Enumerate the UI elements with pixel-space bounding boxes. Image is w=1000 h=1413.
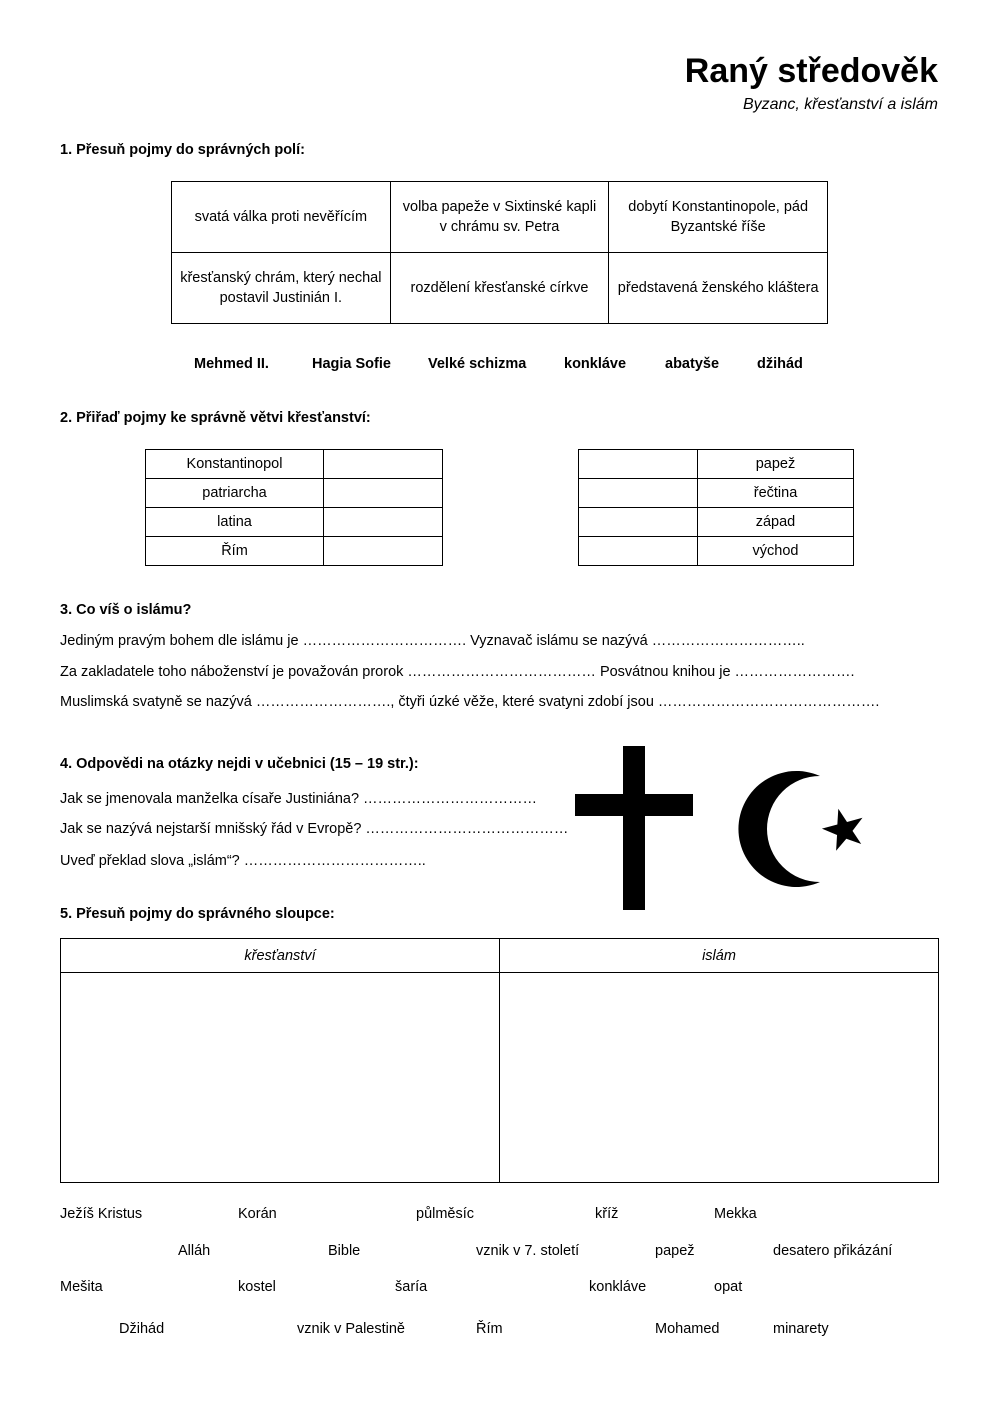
fill-in-line[interactable]: Muslimská svatyně se nazývá ………………………., čtyři úzké věže, které svatyni zdobí jsou ………………………………………. xyxy=(60,694,880,710)
draggable-word[interactable]: šaría xyxy=(395,1279,428,1295)
draggable-word[interactable]: minarety xyxy=(773,1321,829,1337)
draggable-word[interactable]: Mešita xyxy=(60,1279,103,1295)
definitions-table xyxy=(171,181,828,324)
column-header-islam: islám xyxy=(500,939,939,973)
drop-cell[interactable]: křesťanský chrám, který nechal postavil Justinián I. xyxy=(172,253,391,324)
question-line[interactable]: Uveď překlad slova „islám“? ……………………………….. xyxy=(60,853,426,869)
fill-in-line[interactable]: Jediným pravým bohem dle islámu je ……………………………. Vyznavač islámu se nazývá ………………………….. xyxy=(60,633,805,649)
term-cell: Řím xyxy=(146,537,324,566)
drop-zone-islam[interactable] xyxy=(500,973,939,1183)
drop-cell[interactable]: svatá válka proti nevěřícím xyxy=(172,182,391,253)
draggable-term[interactable]: abatyše xyxy=(665,356,720,372)
draggable-word[interactable]: Řím xyxy=(476,1321,503,1337)
answer-cell[interactable] xyxy=(579,479,698,508)
draggable-word[interactable]: kříž xyxy=(595,1206,619,1222)
term-cell: řečtina xyxy=(698,479,854,508)
crescent-star-icon xyxy=(730,770,870,892)
term-cell: patriarcha xyxy=(146,479,324,508)
drop-zone-christianity[interactable] xyxy=(61,973,500,1183)
term-cell: východ xyxy=(698,537,854,566)
draggable-term[interactable]: Hagia Sofie xyxy=(312,356,391,372)
answer-cell[interactable] xyxy=(579,508,698,537)
question-line[interactable]: Jak se jmenovala manželka císaře Justiniána? ……………………………… xyxy=(60,791,538,807)
draggable-word[interactable]: konkláve xyxy=(589,1279,647,1295)
answer-cell[interactable] xyxy=(324,537,443,566)
answer-cell[interactable] xyxy=(579,537,698,566)
drop-cell[interactable]: rozdělení křesťanské církve xyxy=(390,253,609,324)
draggable-term[interactable]: Velké schizma xyxy=(428,356,527,372)
term-cell: latina xyxy=(146,508,324,537)
draggable-word[interactable]: Džihád xyxy=(119,1321,165,1337)
draggable-word[interactable]: vznik v Palestině xyxy=(297,1321,405,1337)
draggable-word[interactable]: Ježíš Kristus xyxy=(60,1206,143,1222)
section1-heading: 1. Přesuň pojmy do správných polí: xyxy=(60,142,305,158)
section4-heading: 4. Odpovědi na otázky nejdi v učebnici (15 – 19 str.): xyxy=(60,756,419,772)
draggable-word[interactable]: Alláh xyxy=(178,1243,211,1259)
draggable-word[interactable]: desatero přikázání xyxy=(773,1243,893,1259)
draggable-term[interactable]: konkláve xyxy=(564,356,627,372)
branch-table-left xyxy=(145,449,443,566)
draggable-term[interactable]: Mehmed II. xyxy=(194,356,269,372)
drop-cell[interactable]: volba papeže v Sixtinské kapli v chrámu sv. Petra xyxy=(390,182,609,253)
drop-cell[interactable]: dobytí Konstantinopole, pád Byzantské říše xyxy=(609,182,828,253)
term-cell: papež xyxy=(698,450,854,479)
sorting-table xyxy=(60,938,939,1183)
draggable-word[interactable]: papež xyxy=(655,1243,695,1259)
answer-cell[interactable] xyxy=(579,450,698,479)
branch-table-right xyxy=(578,449,854,566)
draggable-word[interactable]: vznik v 7. století xyxy=(476,1243,580,1259)
term-cell: západ xyxy=(698,508,854,537)
draggable-term[interactable]: džihád xyxy=(757,356,803,372)
section5-heading: 5. Přesuň pojmy do správného sloupce: xyxy=(60,906,335,922)
section3-heading: 3. Co víš o islámu? xyxy=(60,602,192,618)
draggable-word[interactable]: Bible xyxy=(328,1243,361,1259)
answer-cell[interactable] xyxy=(324,450,443,479)
fill-in-line[interactable]: Za zakladatele toho náboženství je považován prorok ………………………………… Posvátnou knihou je ……………………. xyxy=(60,664,855,680)
draggable-word[interactable]: půlměsíc xyxy=(416,1206,475,1222)
page-title: Raný středověk xyxy=(684,52,938,90)
answer-cell[interactable] xyxy=(324,508,443,537)
term-cell: Konstantinopol xyxy=(146,450,324,479)
draggable-word[interactable]: Korán xyxy=(238,1206,277,1222)
cross-icon xyxy=(575,746,695,911)
answer-cell[interactable] xyxy=(324,479,443,508)
draggable-word[interactable]: opat xyxy=(714,1279,743,1295)
question-line[interactable]: Jak se nazývá nejstarší mnišský řád v Evropě? …………………………………… xyxy=(60,821,569,837)
draggable-word[interactable]: kostel xyxy=(238,1279,276,1295)
draggable-word[interactable]: Mohamed xyxy=(655,1321,720,1337)
column-header-christianity: křesťanství xyxy=(61,939,500,973)
section2-heading: 2. Přiřaď pojmy ke správně větvi křesťanství: xyxy=(60,410,371,426)
page-subtitle: Byzanc, křesťanství a islám xyxy=(742,96,938,113)
drop-cell[interactable]: představená ženského kláštera xyxy=(609,253,828,324)
draggable-word[interactable]: Mekka xyxy=(714,1206,757,1222)
